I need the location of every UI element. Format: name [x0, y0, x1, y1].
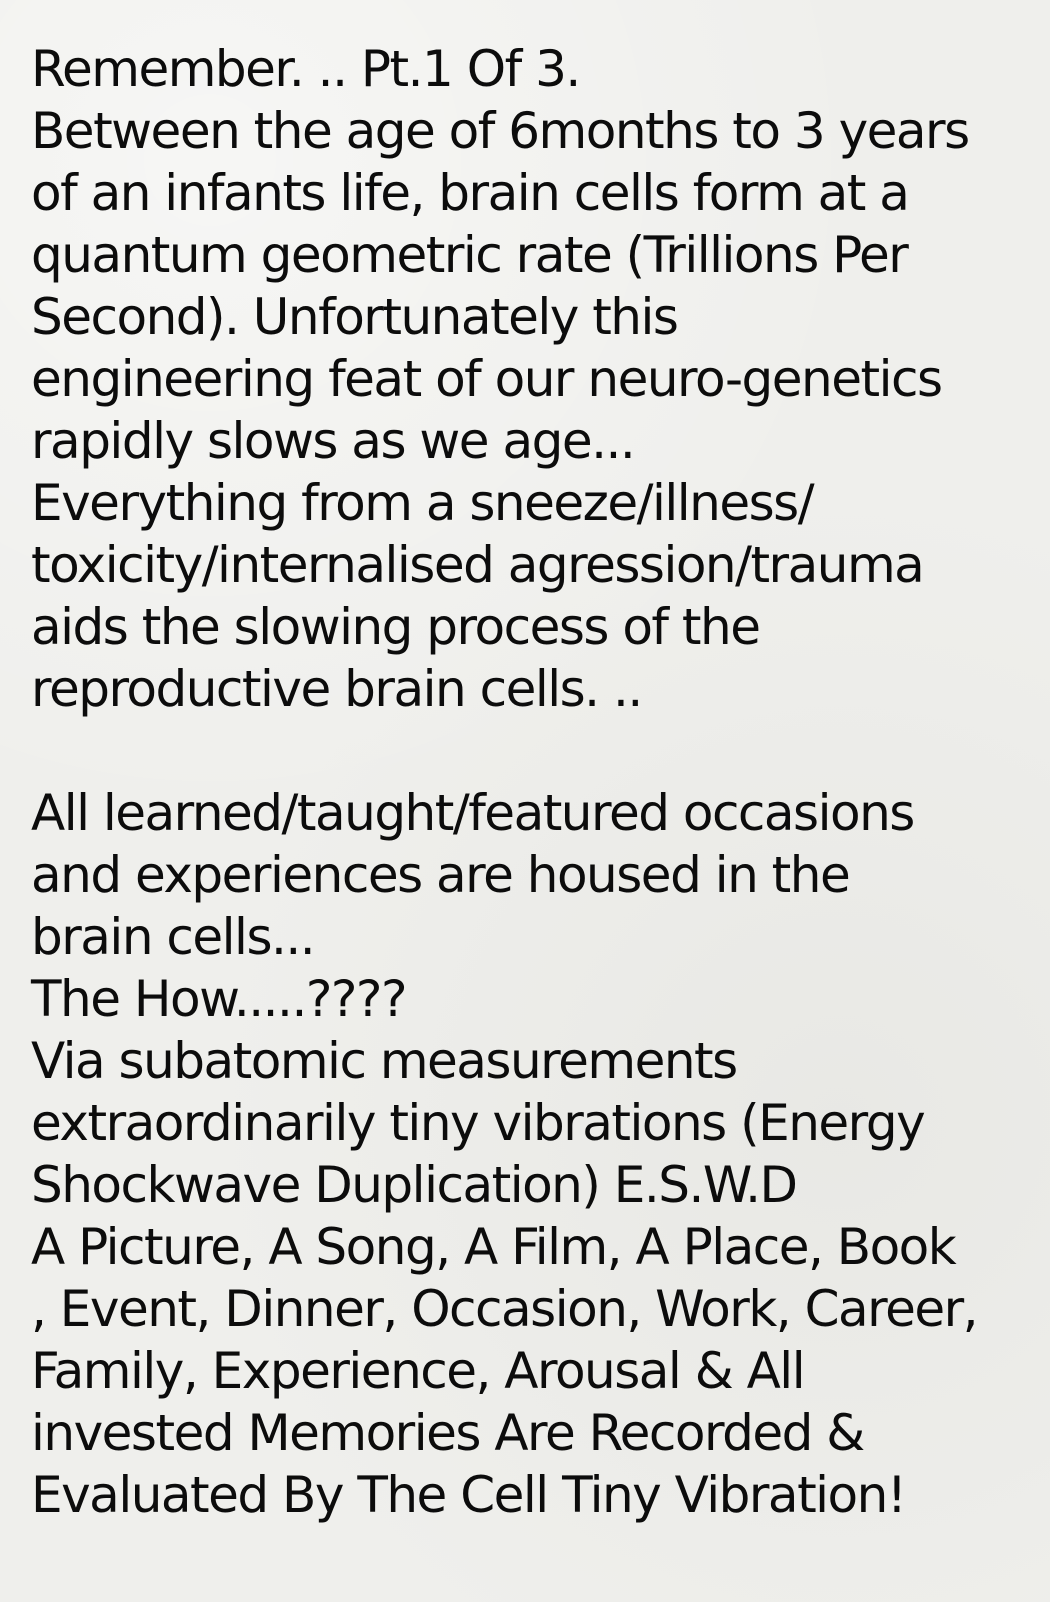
note-line: and experiences are housed in the: [31, 846, 850, 904]
note-line: A Picture, A Song, A Film, A Place, Book: [31, 1218, 956, 1276]
note-line: quantum geometric rate (Trillions Per: [31, 226, 908, 284]
note-line: extraordinarily tiny vibrations (Energy: [31, 1094, 925, 1152]
note-line: The How.....????: [31, 970, 406, 1028]
note-line: Evaluated By The Cell Tiny Vibration!: [31, 1466, 906, 1524]
note-line: brain cells...: [31, 908, 315, 966]
note-line: aids the slowing process of the: [31, 598, 760, 656]
note-text: [31, 38, 1031, 1526]
note-line: Everything from a sneeze/illness/: [31, 474, 814, 532]
note-line: Via subatomic measurements: [31, 1032, 737, 1090]
note-line: reproductive brain cells. ..: [31, 660, 642, 718]
paragraph-gap: [31, 720, 1031, 782]
note-line: toxicity/internalised agression/trauma: [31, 536, 924, 594]
note-line: Remember. .. Pt.1 Of 3.: [31, 40, 580, 98]
note-line: rapidly slows as we age...: [31, 412, 635, 470]
note-line: , Event, Dinner, Occasion, Work, Career,: [31, 1280, 978, 1338]
note-line: Shockwave Duplication) E.S.W.D: [31, 1156, 797, 1214]
note-line: Second). Unfortunately this: [31, 288, 678, 346]
note-line: Between the age of 6months to 3 years: [31, 102, 969, 160]
note-line: Family, Experience, Arousal & All: [31, 1342, 805, 1400]
note-line: engineering feat of our neuro-genetics: [31, 350, 942, 408]
note-line: of an infants life, brain cells form at a: [31, 164, 909, 222]
note-line: All learned/taught/featured occasions: [31, 784, 914, 842]
note-line: invested Memories Are Recorded &: [31, 1404, 864, 1462]
